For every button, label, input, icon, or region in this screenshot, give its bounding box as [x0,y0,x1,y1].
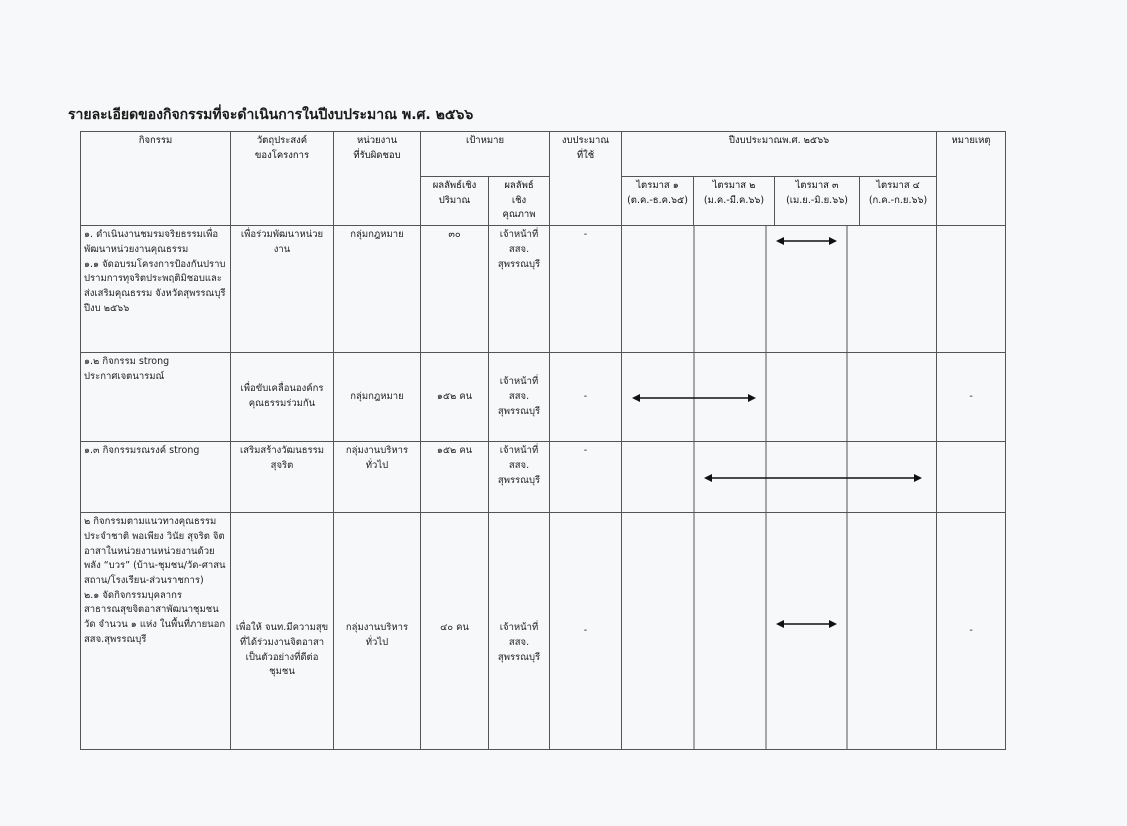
unit-cell: กลุ่มกฎหมาย [334,353,421,442]
remark-cell: - [937,513,1006,750]
quality-cell: เจ้าหน้าที่ สสจ. สุพรรณบุรี [489,513,550,750]
remark-cell [937,442,1006,513]
remark-cell: - [937,353,1006,442]
page-title: รายละเอียดของกิจกรรมที่จะดำเนินการในปีงบประมาณ พ.ศ. ๒๕๖๖ [68,107,474,123]
header-target: เป้าหมาย [421,132,550,177]
activity-cell: ๒ กิจกรรมตามแนวทางคุณธรรมประจำชาติ พอเพียง วินัย สุจริต จิตอาสาในหน่วยงานหน่วยงานด้วยพลัง “บวร” (บ้าน-ชุมชน/วัด-ศาสนสถาน/โรงเรียน-ส่วนราชการ) ๒.๑ จัดกิจกรรมบุคลากรสาธารณสุขจิตอาสาพัฒนาชุมชนวัด จำนวน ๑ แห่ง ในพื้นที่ภายนอก สสจ.สุพรรณบุรี [81,513,231,750]
header-q3: ไตรมาส ๓ (เม.ย.-มิ.ย.๖๖) [775,177,860,226]
schedule-svg [622,442,932,513]
unit-cell: กลุ่มกฎหมาย [334,226,421,353]
schedule-arrow [776,237,837,245]
unit-cell: กลุ่มงานบริหารทั่วไป [334,442,421,513]
objective-cell: เสริมสร้างวัฒนธรรมสุจริต [231,442,334,513]
activity-cell: ๑. ดำเนินงานชมรมจริยธรรมเพื่อพัฒนาหน่วยงานคุณธรรม ๑.๑ จัดอบรมโครงการป้องกันปราบปรามการทุจริตประพฤติมิชอบและส่งเสริมคุณธรรม จังหวัดสุพรรณบุรี ปีงบ ๒๕๖๖ [81,226,231,353]
header-remark: หมายเหตุ [937,132,1006,226]
budget-cell: - [550,513,622,750]
activity-plan-table [80,131,1006,750]
schedule-svg [622,226,932,353]
header-target-quality: ผลลัพธ์ เชิง คุณภาพ [489,177,550,226]
schedule-cell [622,513,937,750]
activity-cell: ๑.๓ กิจกรรมรณรงค์ strong [81,442,231,513]
table-row [81,442,1006,513]
header-unit: หน่วยงาน ที่รับผิดชอบ [334,132,421,226]
budget-cell: - [550,353,622,442]
objective-cell: เพื่อร่วมพัฒนาหน่วยงาน [231,226,334,353]
quality-cell: เจ้าหน้าที่ สสจ. สุพรรณบุรี [489,226,550,353]
table-row [81,226,1006,353]
header-row-1 [81,132,1006,177]
header-q2: ไตรมาส ๒ (ม.ค.-มี.ค.๖๖) [694,177,775,226]
activity-cell: ๑.๒ กิจกรรม strong ประกาศเจตนารมณ์ [81,353,231,442]
schedule-cell [622,442,937,513]
header-budget: งบประมาณ ที่ใช้ [550,132,622,226]
schedule-cell [622,226,937,353]
header-activity: กิจกรรม [81,132,231,226]
header-target-qty: ผลลัพธ์เชิง ปริมาณ [421,177,489,226]
schedule-svg [622,353,932,442]
quality-cell: เจ้าหน้าที่ สสจ. สุพรรณบุรี [489,353,550,442]
header-q4: ไตรมาส ๔ (ก.ค.-ก.ย.๖๖) [860,177,937,226]
qty-cell: ๑๕๒ คน [421,442,489,513]
qty-cell: ๓๐ [421,226,489,353]
header-fiscal-year: ปีงบประมาณพ.ศ. ๒๕๖๖ [622,132,937,177]
unit-cell: กลุ่มงานบริหารทั่วไป [334,513,421,750]
schedule-arrow [704,474,922,482]
table-row [81,513,1006,750]
remark-cell [937,226,1006,353]
qty-cell: ๑๕๒ คน [421,353,489,442]
objective-cell: เพื่อให้ จนท.มีความสุขที่ได้ร่วมงานจิตอาสาเป็นตัวอย่างที่ดีต่อชุมชน [231,513,334,750]
schedule-arrow [776,620,837,628]
quality-cell: เจ้าหน้าที่ สสจ. สุพรรณบุรี [489,442,550,513]
header-q1: ไตรมาส ๑ (ต.ค.-ธ.ค.๖๕) [622,177,694,226]
qty-cell: ๔๐ คน [421,513,489,750]
schedule-svg [622,513,932,750]
objective-cell: เพื่อขับเคลื่อนองค์กรคุณธรรมร่วมกัน [231,353,334,442]
budget-cell: - [550,442,622,513]
schedule-cell [622,353,937,442]
table-row [81,353,1006,442]
budget-cell: - [550,226,622,353]
header-objective: วัตถุประสงค์ ของโครงการ [231,132,334,226]
